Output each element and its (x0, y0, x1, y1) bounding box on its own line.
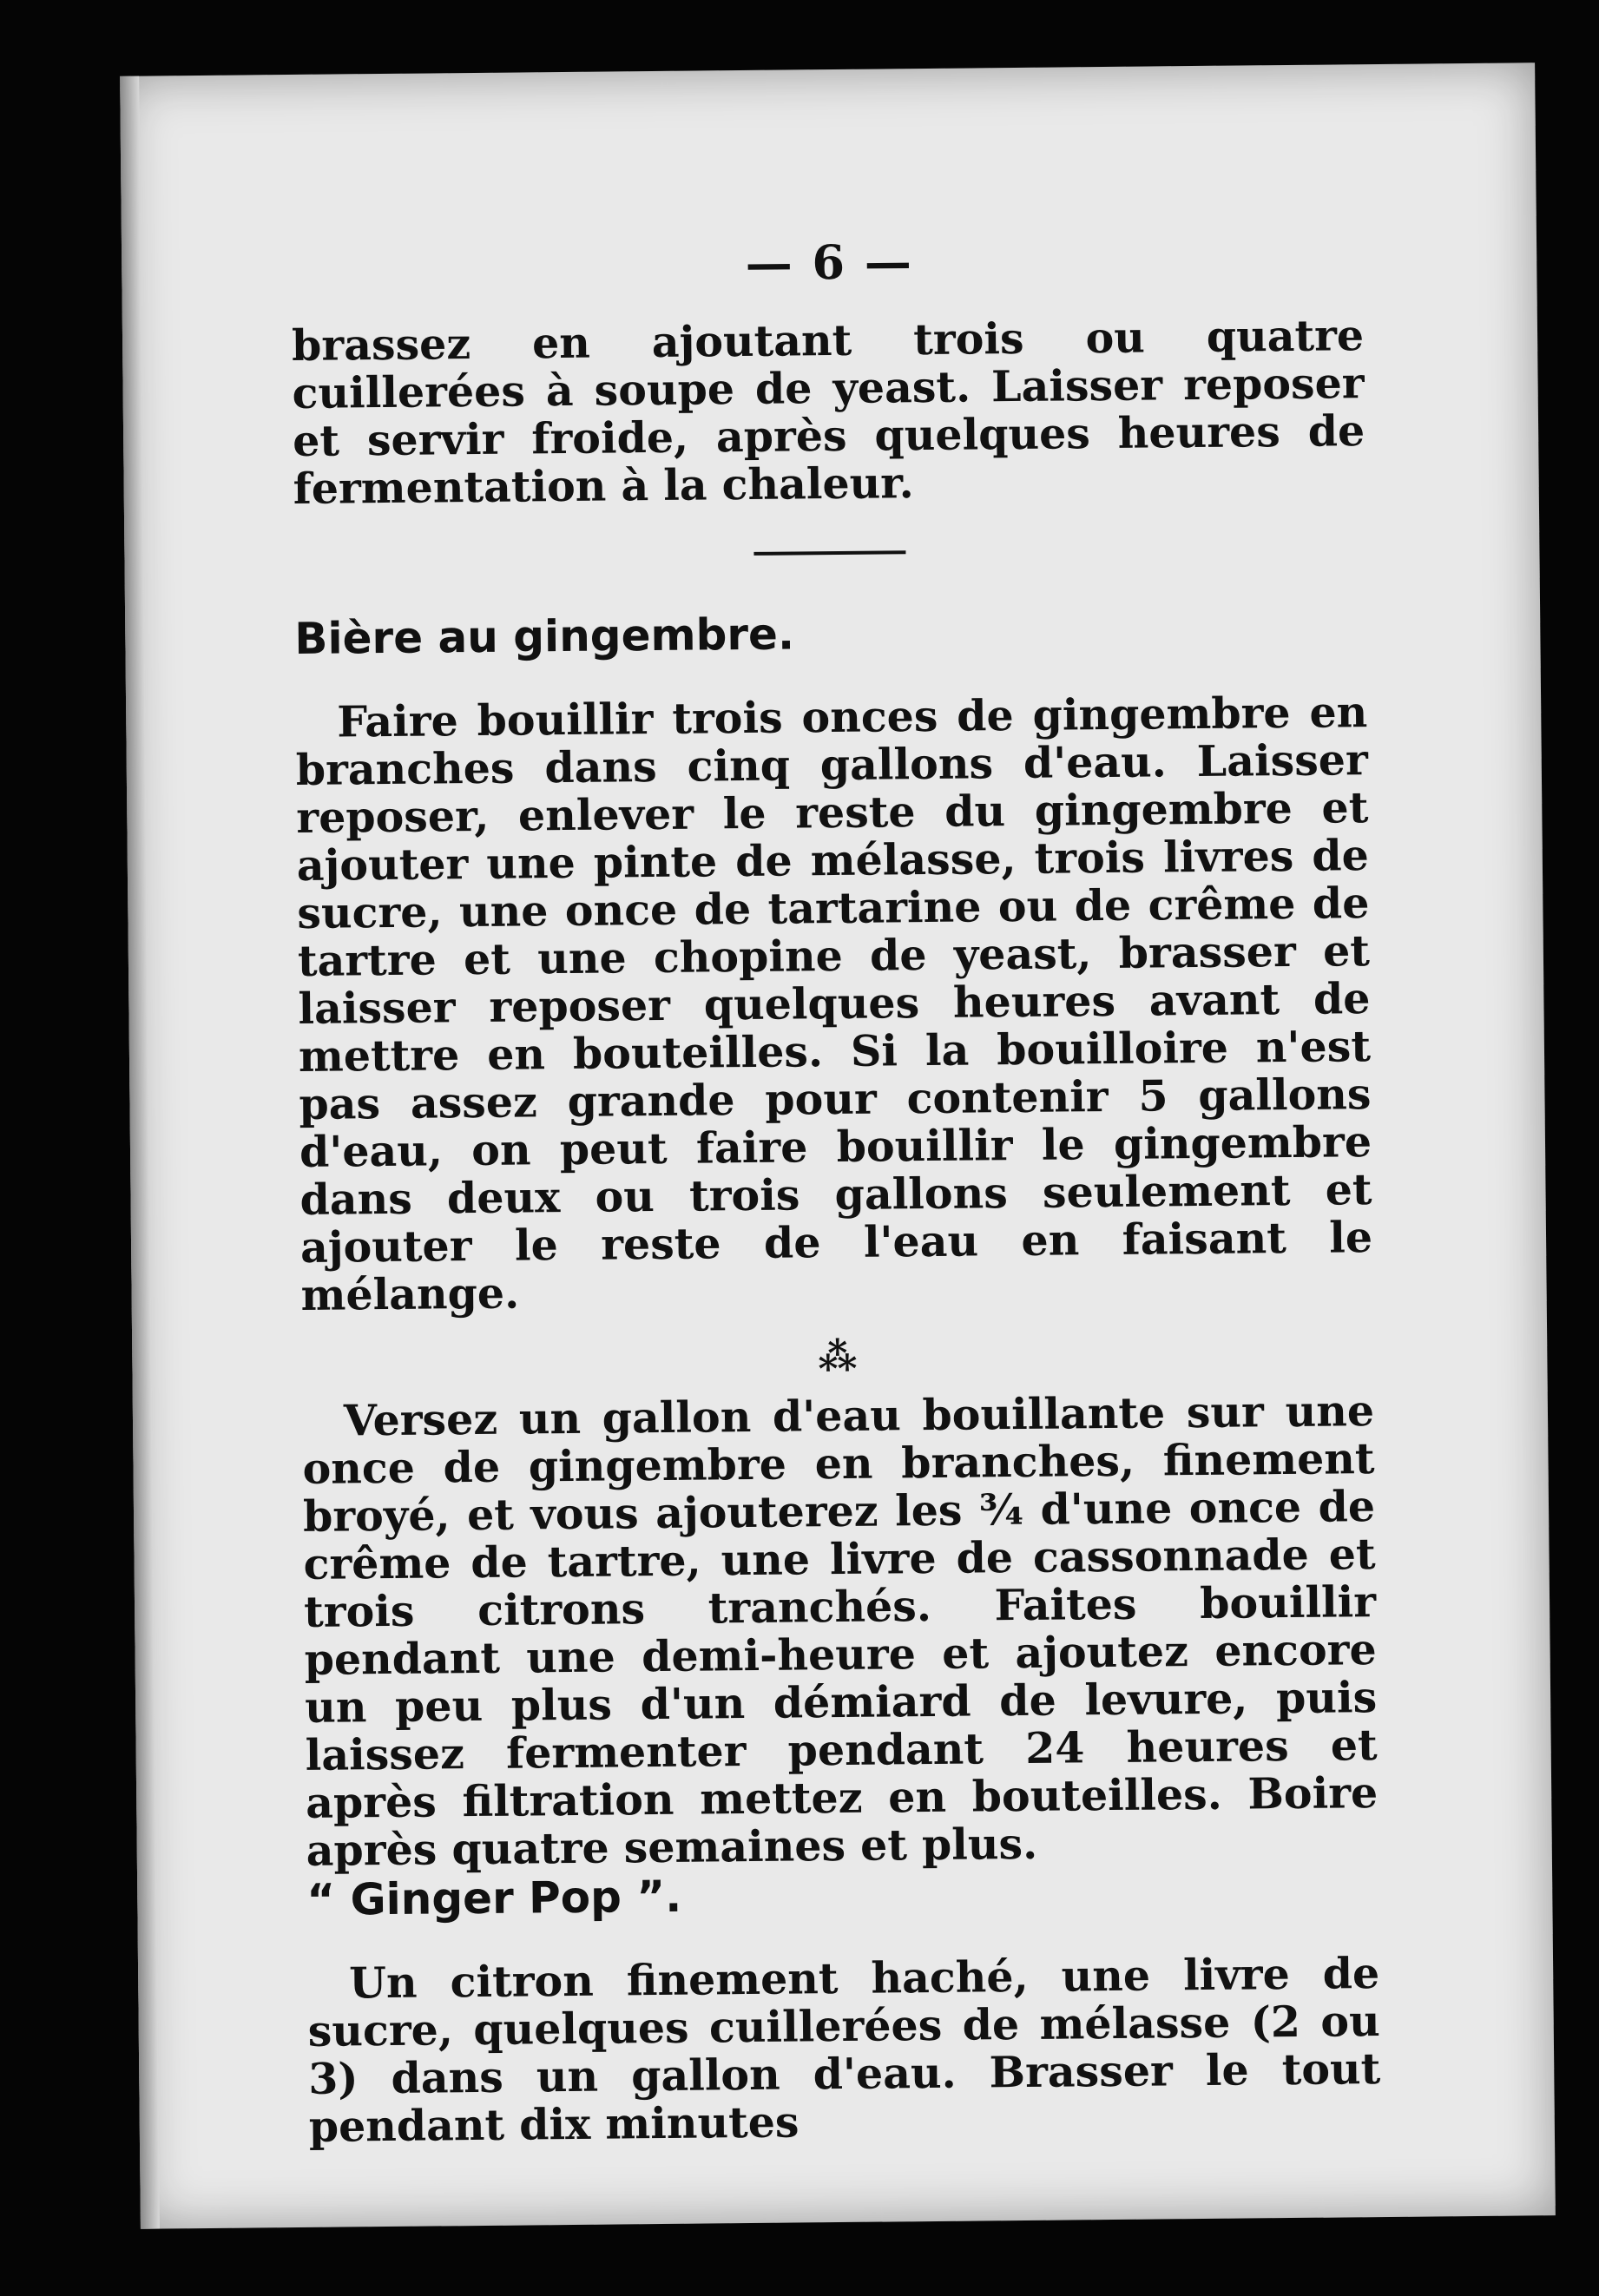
section-heading-ginger-pop: “ Ginger Pop ”. (306, 1871, 682, 1925)
page-content (292, 312, 1381, 2151)
recipe-paragraph-2: Versez un gallon d'eau bouillante sur une once de gingembre en branches, finement broyé, et vous ajouterez les ¾ d'une once de crême de tartre, une livre de cassonnade et trois citrons tranchés. Faites bouillir pendant une demi-heure et ajoutez encore un peu plus d'un démiard de levure, puis laissez fermenter pendant 24 heures et après filtration mettez en bouteilles. Boire après quatre semaines et plus. (302, 1385, 1379, 1876)
intro-paragraph: brassez en ajoutant trois ou quatre cuillerées à soupe de yeast. Laisser reposer et servir froide, après quelques heures de fermentation à la chaleur. (291, 310, 1365, 514)
page-number: — 6 — (745, 234, 914, 291)
recipe-paragraph-1: Faire bouillir trois onces de gingembre en branches dans cinq gallons d'eau. Laisser reposer, enlever le reste du gingembre et ajouter une pinte de mélasse, trois livres de sucre, une once de tartarine ou de crême de tartre et une chopine de yeast, brasser et laisser reposer quelques heures avant de mettre en bouteilles. Si la bouilloire n'est pas assez grande pour contenir 5 gallons d'eau, on peut faire bouillir le gingembre dans deux ou trois gallons seulement et ajouter le reste de l'eau en faisant le mélange. (295, 687, 1373, 1320)
book-page (120, 62, 1556, 2229)
section-divider (753, 550, 905, 556)
recipe-paragraph-3: Un citron finement haché, une livre de sucre, quelques cuillerées de mélasse (2 ou 3) dans un gallon d'eau. Brasser le tout pendant dix minutes (307, 1948, 1381, 2152)
asterism-separator: ⁂ (818, 1334, 858, 1380)
section-heading-biere-au-gingembre: Bière au gingembre. (294, 609, 795, 664)
